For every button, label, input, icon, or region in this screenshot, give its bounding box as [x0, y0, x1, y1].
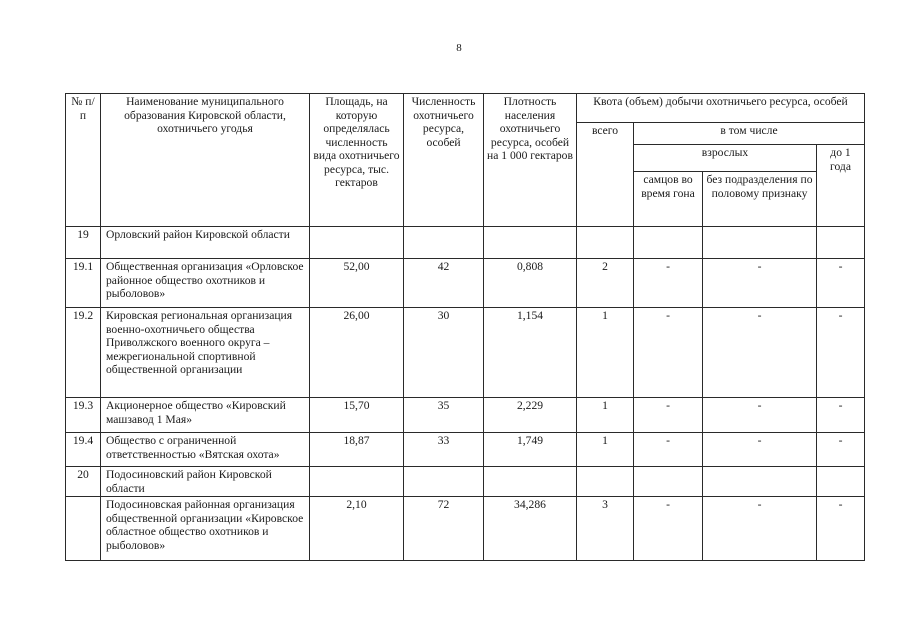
cell-density: 2,229: [484, 398, 577, 433]
cell-count: 33: [404, 433, 484, 467]
cell-area: 15,70: [310, 398, 404, 433]
cell-density: [484, 467, 577, 497]
cell-name: Подосиновский район Кировской области: [101, 467, 310, 497]
cell-area: 52,00: [310, 259, 404, 308]
cell-under1: -: [817, 308, 865, 398]
cell-area: 18,87: [310, 433, 404, 467]
table-row: [66, 433, 865, 467]
cell-density: 0,808: [484, 259, 577, 308]
cell-name: Кировская региональная организация военно-охотничьего общества Приволжского военного округа – межрегиональной спортивной общественной организации: [101, 308, 310, 398]
cell-total: [577, 227, 634, 259]
cell-total: 1: [577, 308, 634, 398]
cell-count: 35: [404, 398, 484, 433]
header-quota: Квота (объем) добычи охотничьего ресурса, особей: [577, 94, 865, 123]
cell-count: 42: [404, 259, 484, 308]
cell-under1: [817, 227, 865, 259]
header-num: № п/п: [66, 94, 101, 227]
cell-num: 19.3: [66, 398, 101, 433]
cell-males: -: [634, 398, 703, 433]
cell-males: -: [634, 308, 703, 398]
cell-num: [66, 497, 101, 561]
cell-nosex: -: [703, 259, 817, 308]
header-males: самцов во время гона: [634, 172, 703, 227]
cell-males: -: [634, 259, 703, 308]
cell-nosex: -: [703, 497, 817, 561]
cell-count: [404, 227, 484, 259]
cell-males: -: [634, 497, 703, 561]
cell-area: [310, 467, 404, 497]
cell-name: Общественная организация «Орловское районное общество охотников и рыболовов»: [101, 259, 310, 308]
header-count: Численность охотничьего ресурса, особей: [404, 94, 484, 227]
cell-total: [577, 467, 634, 497]
header-name: Наименование муниципального образования Кировской области, охотничьего угодья: [101, 94, 310, 227]
header-area: Площадь, на которую определялась численность вида охотничьего ресурса, тыс. гектаров: [310, 94, 404, 227]
cell-area: 2,10: [310, 497, 404, 561]
header-adults: взрослых: [634, 145, 817, 172]
cell-under1: -: [817, 398, 865, 433]
cell-under1: -: [817, 497, 865, 561]
header-including: в том числе: [634, 123, 865, 145]
cell-under1: [817, 467, 865, 497]
cell-nosex: [703, 227, 817, 259]
cell-under1: -: [817, 259, 865, 308]
cell-under1: -: [817, 433, 865, 467]
cell-nosex: -: [703, 398, 817, 433]
cell-num: 19.1: [66, 259, 101, 308]
cell-density: 1,154: [484, 308, 577, 398]
table-row: [66, 497, 865, 561]
cell-name: Акционерное общество «Кировский машзавод 1 Мая»: [101, 398, 310, 433]
cell-nosex: -: [703, 308, 817, 398]
page-number: 8: [456, 42, 462, 54]
cell-nosex: [703, 467, 817, 497]
cell-count: 72: [404, 497, 484, 561]
cell-total: 2: [577, 259, 634, 308]
header-nosex: без подразделения по половому признаку: [703, 172, 817, 227]
cell-name: Орловский район Кировской области: [101, 227, 310, 259]
cell-males: [634, 467, 703, 497]
header-density: Плотность населения охотничьего ресурса, особей на 1 000 гектаров: [484, 94, 577, 227]
header-total: всего: [577, 123, 634, 227]
cell-total: 1: [577, 433, 634, 467]
cell-males: [634, 227, 703, 259]
cell-count: [404, 467, 484, 497]
cell-density: 1,749: [484, 433, 577, 467]
cell-count: 30: [404, 308, 484, 398]
cell-density: 34,286: [484, 497, 577, 561]
table-row: [66, 259, 865, 308]
cell-name: Подосиновская районная организация общественной организации «Кировское областное общество охотников и рыболовов»: [101, 497, 310, 561]
cell-density: [484, 227, 577, 259]
table-row: [66, 227, 865, 259]
cell-num: 19.2: [66, 308, 101, 398]
cell-area: [310, 227, 404, 259]
cell-nosex: -: [703, 433, 817, 467]
header-under1: до 1 года: [817, 145, 865, 227]
quota-table: [65, 93, 865, 561]
cell-area: 26,00: [310, 308, 404, 398]
cell-num: 19.4: [66, 433, 101, 467]
cell-num: 20: [66, 467, 101, 497]
table-row: [66, 398, 865, 433]
cell-name: Общество с ограниченной ответственностью «Вятская охота»: [101, 433, 310, 467]
table-row: [66, 308, 865, 398]
cell-total: 1: [577, 398, 634, 433]
table-row: [66, 467, 865, 497]
cell-total: 3: [577, 497, 634, 561]
cell-males: -: [634, 433, 703, 467]
cell-num: 19: [66, 227, 101, 259]
